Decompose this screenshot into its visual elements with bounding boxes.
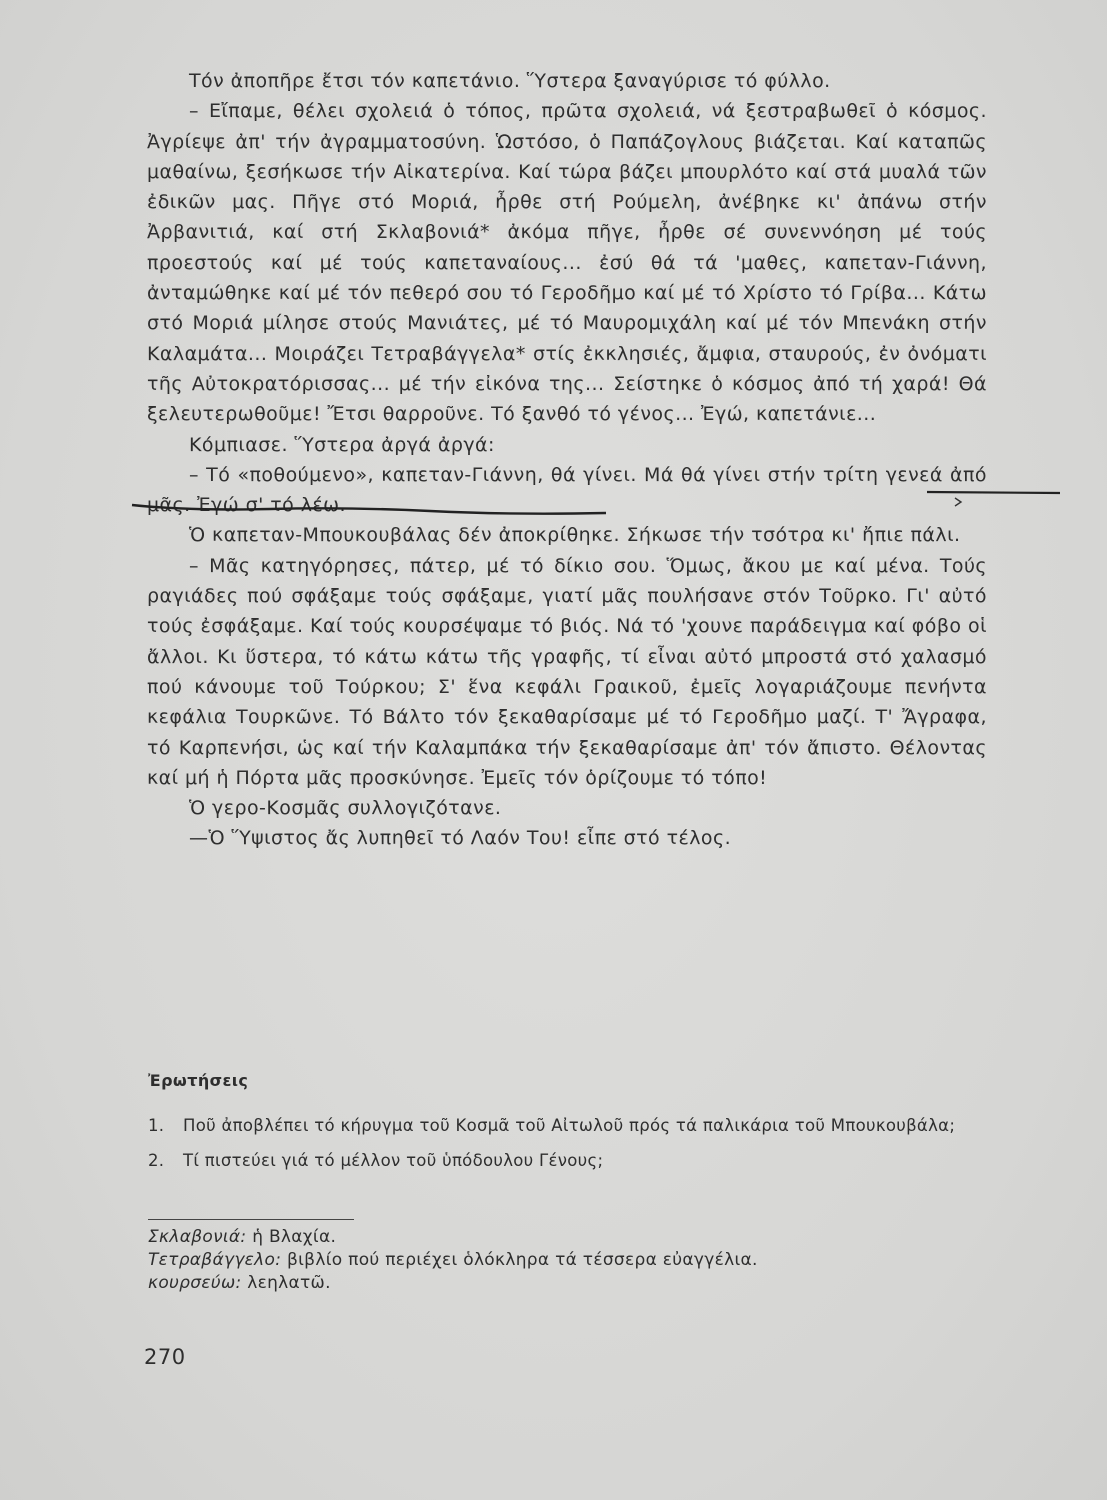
paragraph: – Μᾶς κατηγόρησες, πάτερ, μέ τό δίκιο σου. Ὅμως, ἄκου με καί μένα. Τούς ραγιάδες πού σφάξαμε τούς σφάξαμε, γιατί μᾶς πουλήσανε στόν Τοῦρκο. Γι' αὐτό τούς ἐσφάξαμε. Καί τούς κουρσέψαμε τό βιός. Νά τό 'χουνε παράδειγμα καί φόβο οἱ ἄλλοι. Κι ὕστερα, τό κάτω κάτω τῆς γραφῆς, τί εἶναι αὐτό μπροστά στό χαλασμό πού κάνουμε τοῦ Τούρκου; Σ' ἕνα κεφάλι Γραικοῦ, ἐμεῖς λογαριάζουμε πενήντα κεφάλια Τουρκῶνε. Τό Βάλτο τόν ξεκαθαρίσαμε μέ τό Γεροδῆμο μαζί. Τ' Ἄγραφα, τό Καρπενήσι, ὡς καί τήν Καλαμπάκα τήν ξεκαθαρίσαμε ἀπ' τόν ἄπιστο. Θέλοντας καί μή ἡ Πόρτα μᾶς προσκύνησε. Ἐμεῖς τόν ὁρίζουμε τό τόπο! (147, 554, 987, 789)
footnote-term: Σκλαβονιά: (148, 1227, 247, 1247)
footnote-term: Τετραβάγγελο: (148, 1250, 282, 1270)
footnote (148, 1249, 978, 1272)
footnote-rule (148, 1219, 354, 1220)
footnote-term: κουρσεύω: (148, 1273, 242, 1293)
paragraph: —Ὁ Ὕψιστος ἄς λυπηθεῖ τό Λαόν Του! εἶπε στό τέλος. (189, 827, 732, 850)
question-number: 1. (148, 1116, 165, 1135)
footnote-definition: λεηλατῶ. (247, 1273, 331, 1293)
paragraph: Ὁ καπεταν-Μπουκουβάλας δέν ἀποκρίθηκε. Σήκωσε τήν τσότρα κι' ἤπιε πάλι. (189, 524, 961, 547)
question-text: Τί πιστεύει γιά τό μέλλον τοῦ ὑπόδουλου Γένους; (183, 1151, 604, 1170)
page-number: 270 (144, 1345, 186, 1369)
question-text: Ποῦ ἀποβλέπει τό κήρυγμα τοῦ Κοσμᾶ τοῦ Αἰτωλοῦ πρός τά παλικάρια τοῦ Μπουκουβάλα; (183, 1116, 956, 1135)
paragraph: – Τό «ποθούμενο», καπεταν-Γιάννη, θά γίνει. Μά θά γίνει στήν τρίτη γενεά ἀπό μᾶς. Ἐγώ σ' τό λέω. (147, 463, 987, 517)
questions-list (148, 1114, 978, 1184)
handwritten-arrow-mark (925, 486, 1065, 510)
footnote-definition: βιβλίο πού περιέχει ὁλόκληρα τά τέσσερα εὐαγγέλια. (286, 1250, 758, 1270)
body-text (147, 66, 987, 854)
question-number: 2. (148, 1151, 165, 1170)
paragraph: – Εἴπαμε, θέλει σχολειά ὁ τόπος, πρῶτα σχολειά, νά ξεστραβωθεῖ ὁ κόσμος. Ἀγρίεψε ἀπ' τήν ἀγραμματοσύνη. Ὡστόσο, ὁ Παπάζογλους βιάζεται. Καί καταπῶς μαθαίνω, ξεσήκωσε τήν Αἰκατερίνα. Καί τώρα βάζει μπουρλότο καί στά μυαλά τῶν ἐδικῶν μας. Πῆγε στό Μοριά, ἦρθε στή Ρούμελη, ἀνέβηκε κι' ἀπάνω στήν Ἀρβανιτιά, καί στή Σκλαβονιά* ἀκόμα πῆγε, ἦρθε σέ συνεννόηση μέ τούς προεστούς καί μέ τούς καπεταναίους... ἐσύ θά τά 'μαθες, καπεταν-Γιάννη, ἀνταμώθηκε καί μέ τόν πεθερό σου τό Γεροδῆμο καί μέ τό Χρίστο τό Γρίβα... Κάτω στό Μοριά μίλησε στούς Μανιάτες, μέ τό Μαυρομιχάλη καί μέ τόν Μπενάκη στήν Καλαμάτα... Μοιράζει Τετραβάγγελα* στίς ἐκκλησιές, ἄμφια, σταυρούς, ἐν ὀνόματι τῆς Αὐτοκρατόρισσας... μέ τήν εἰκόνα της... Σείστηκε ὁ κόσμος ἀπό τή χαρά! Θά ξελευτερωθοῦμε! Ἔτσι θαρροῦνε. Τό ξανθό τό γένος... Ἐγώ, καπετάνιε... (147, 100, 987, 426)
paragraph: Ὁ γερο-Κοσμᾶς συλλογιζότανε. (189, 797, 502, 820)
handwritten-underline (130, 495, 610, 519)
footnote (148, 1226, 978, 1249)
questions-heading: Ἐρωτήσεις (148, 1071, 249, 1090)
footnotes (148, 1226, 978, 1295)
question-item (148, 1149, 978, 1173)
paragraph: Κόμπιασε. Ὕστερα ἀργά ἀργά: (189, 433, 495, 456)
paragraph: Τόν ἀποπῆρε ἔτσι τόν καπετάνιο. Ὕστερα ξαναγύρισε τό φύλλο. (189, 70, 831, 92)
question-item (148, 1114, 978, 1138)
footnote (148, 1272, 978, 1295)
footnote-definition: ἡ Βλαχία. (252, 1227, 337, 1247)
